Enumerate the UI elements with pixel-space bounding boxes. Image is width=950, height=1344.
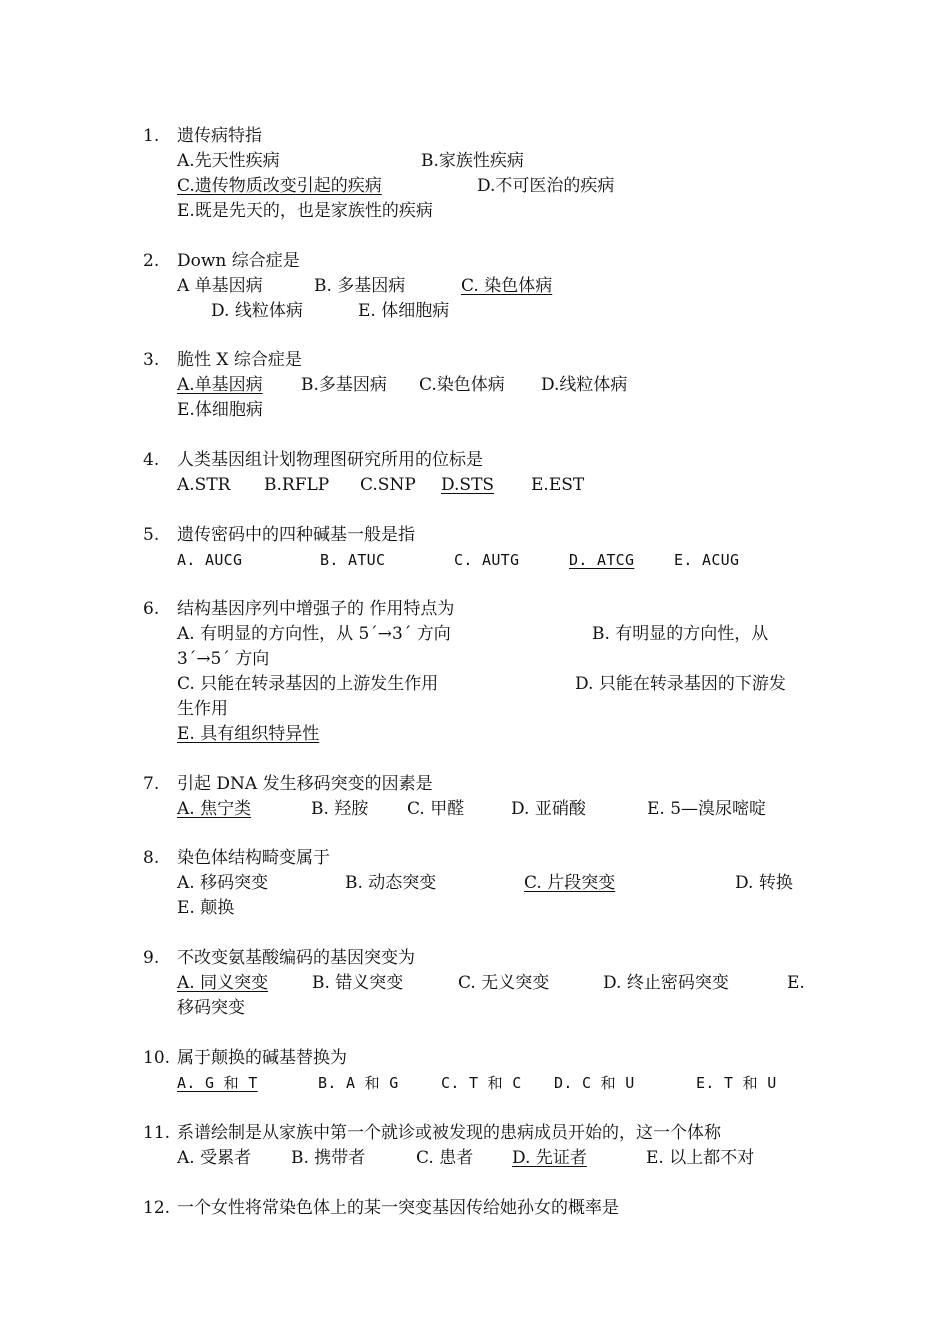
option-c-answer: C.遗传物质改变引起的疾病 bbox=[177, 176, 382, 196]
question-number: 12. bbox=[143, 1198, 171, 1218]
option-c: C. 无义突变 bbox=[458, 973, 550, 993]
question-stem: 染色体结构畸变属于 bbox=[177, 848, 330, 868]
option-d: D. 终止密码突变 bbox=[603, 973, 729, 993]
option-d: D.线粒体病 bbox=[541, 375, 628, 395]
question-stem: 一个女性将常染色体上的某一突变基因传给她孙女的概率是 bbox=[177, 1198, 619, 1218]
option-b: B. A 和 G bbox=[318, 1074, 399, 1092]
question-number: 4. bbox=[143, 450, 160, 470]
option-c: C. 患者 bbox=[416, 1148, 474, 1168]
option-e: E.体细胞病 bbox=[177, 400, 263, 420]
option-e: E. 颠换 bbox=[177, 898, 235, 918]
option-d-answer: D. ATCG bbox=[569, 551, 635, 569]
option-d: D. 亚硝酸 bbox=[511, 799, 586, 819]
option-c: C.染色体病 bbox=[419, 375, 505, 395]
option-e: E. 体细胞病 bbox=[358, 301, 450, 321]
question-stem: 引起 DNA 发生移码突变的因素是 bbox=[177, 774, 433, 794]
option-b: B.RFLP bbox=[264, 475, 330, 495]
option-d: D. 只能在转录基因的下游发 bbox=[575, 674, 786, 694]
option-a: A.先天性疾病 bbox=[177, 151, 280, 171]
option-c-answer: C. 片段突变 bbox=[524, 873, 616, 893]
question-number: 9. bbox=[143, 948, 160, 968]
question-stem: 脆性 X 综合症是 bbox=[177, 350, 302, 370]
option-b: B.家族性疾病 bbox=[421, 151, 524, 171]
option-a-answer: A. 焦宁类 bbox=[177, 799, 252, 819]
question-stem: 遗传密码中的四种碱基一般是指 bbox=[177, 525, 415, 545]
question-number: 10. bbox=[143, 1048, 171, 1068]
option-a-answer: A. 同义突变 bbox=[177, 973, 269, 993]
question-stem: 遗传病特指 bbox=[177, 126, 262, 146]
option-e: E. ACUG bbox=[674, 551, 740, 569]
option-b: B. ATUC bbox=[320, 551, 386, 569]
option-e-answer: E. 具有组织特异性 bbox=[177, 724, 320, 744]
option-e: E. 以上都不对 bbox=[646, 1148, 755, 1168]
question-stem: 结构基因序列中增强子的 作用特点为 bbox=[177, 599, 455, 619]
option-d: D. 转换 bbox=[735, 873, 793, 893]
option-a: A 单基因病 bbox=[177, 276, 263, 296]
option-b: B. 羟胺 bbox=[311, 799, 369, 819]
question-number: 6. bbox=[143, 599, 160, 619]
option-d: D. C 和 U bbox=[554, 1074, 635, 1092]
option-a: A. 有明显的方向性，从 5´→3´ 方向 bbox=[177, 624, 451, 644]
option-c: C. AUTG bbox=[454, 551, 520, 569]
option-b: B. 多基因病 bbox=[314, 276, 406, 296]
option-a-answer: A. G 和 T bbox=[177, 1074, 258, 1092]
option-b: B.多基因病 bbox=[301, 375, 387, 395]
option-c: C. T 和 C bbox=[441, 1074, 522, 1092]
option-c: C. 甲醛 bbox=[407, 799, 465, 819]
option-c: C. 只能在转录基因的上游发生作用 bbox=[177, 674, 439, 694]
question-number: 2. bbox=[143, 251, 160, 271]
option-e: E. T 和 U bbox=[696, 1074, 777, 1092]
question-stem: 属于颠换的碱基替换为 bbox=[177, 1048, 347, 1068]
question-number: 5. bbox=[143, 525, 160, 545]
option-e: E.既是先天的，也是家族性的疾病 bbox=[177, 201, 433, 221]
question-number: 3. bbox=[143, 350, 160, 370]
question-number: 11. bbox=[143, 1123, 171, 1143]
question-stem: 人类基因组计划物理图研究所用的位标是 bbox=[177, 450, 483, 470]
option-d-answer: D.STS bbox=[441, 475, 495, 495]
option-c: C.SNP bbox=[360, 475, 416, 495]
question-number: 8. bbox=[143, 848, 160, 868]
option-d-continued: 生作用 bbox=[177, 699, 228, 719]
question-stem: 不改变氨基酸编码的基因突变为 bbox=[177, 948, 415, 968]
option-a-answer: A.单基因病 bbox=[177, 375, 263, 395]
option-d: D. 线粒体病 bbox=[211, 301, 303, 321]
option-a: A. 受累者 bbox=[177, 1148, 252, 1168]
option-b: B. 动态突变 bbox=[345, 873, 437, 893]
option-e: E. 5—溴尿嘧啶 bbox=[647, 799, 767, 819]
option-a: A.STR bbox=[177, 475, 231, 495]
option-a: A. 移码突变 bbox=[177, 873, 269, 893]
question-number: 7. bbox=[143, 774, 160, 794]
option-a: A. AUCG bbox=[177, 551, 243, 569]
option-b: B. 错义突变 bbox=[312, 973, 404, 993]
question-number: 1. bbox=[143, 126, 160, 146]
option-e: E.EST bbox=[531, 475, 585, 495]
question-stem: 系谱绘制是从家族中第一个就诊或被发现的患病成员开始的，这一个体称 bbox=[177, 1123, 721, 1143]
option-e: E. bbox=[787, 973, 805, 993]
option-e-continued: 移码突变 bbox=[177, 998, 245, 1018]
option-c-answer: C. 染色体病 bbox=[461, 276, 553, 296]
option-b: B. 携带者 bbox=[291, 1148, 366, 1168]
option-d: D.不可医治的疾病 bbox=[477, 176, 615, 196]
option-b: B. 有明显的方向性，从 bbox=[592, 624, 769, 644]
option-d-answer: D. 先证者 bbox=[512, 1148, 587, 1168]
option-b-continued: 3´→5´ 方向 bbox=[177, 649, 270, 669]
question-stem: Down 综合症是 bbox=[177, 251, 300, 271]
